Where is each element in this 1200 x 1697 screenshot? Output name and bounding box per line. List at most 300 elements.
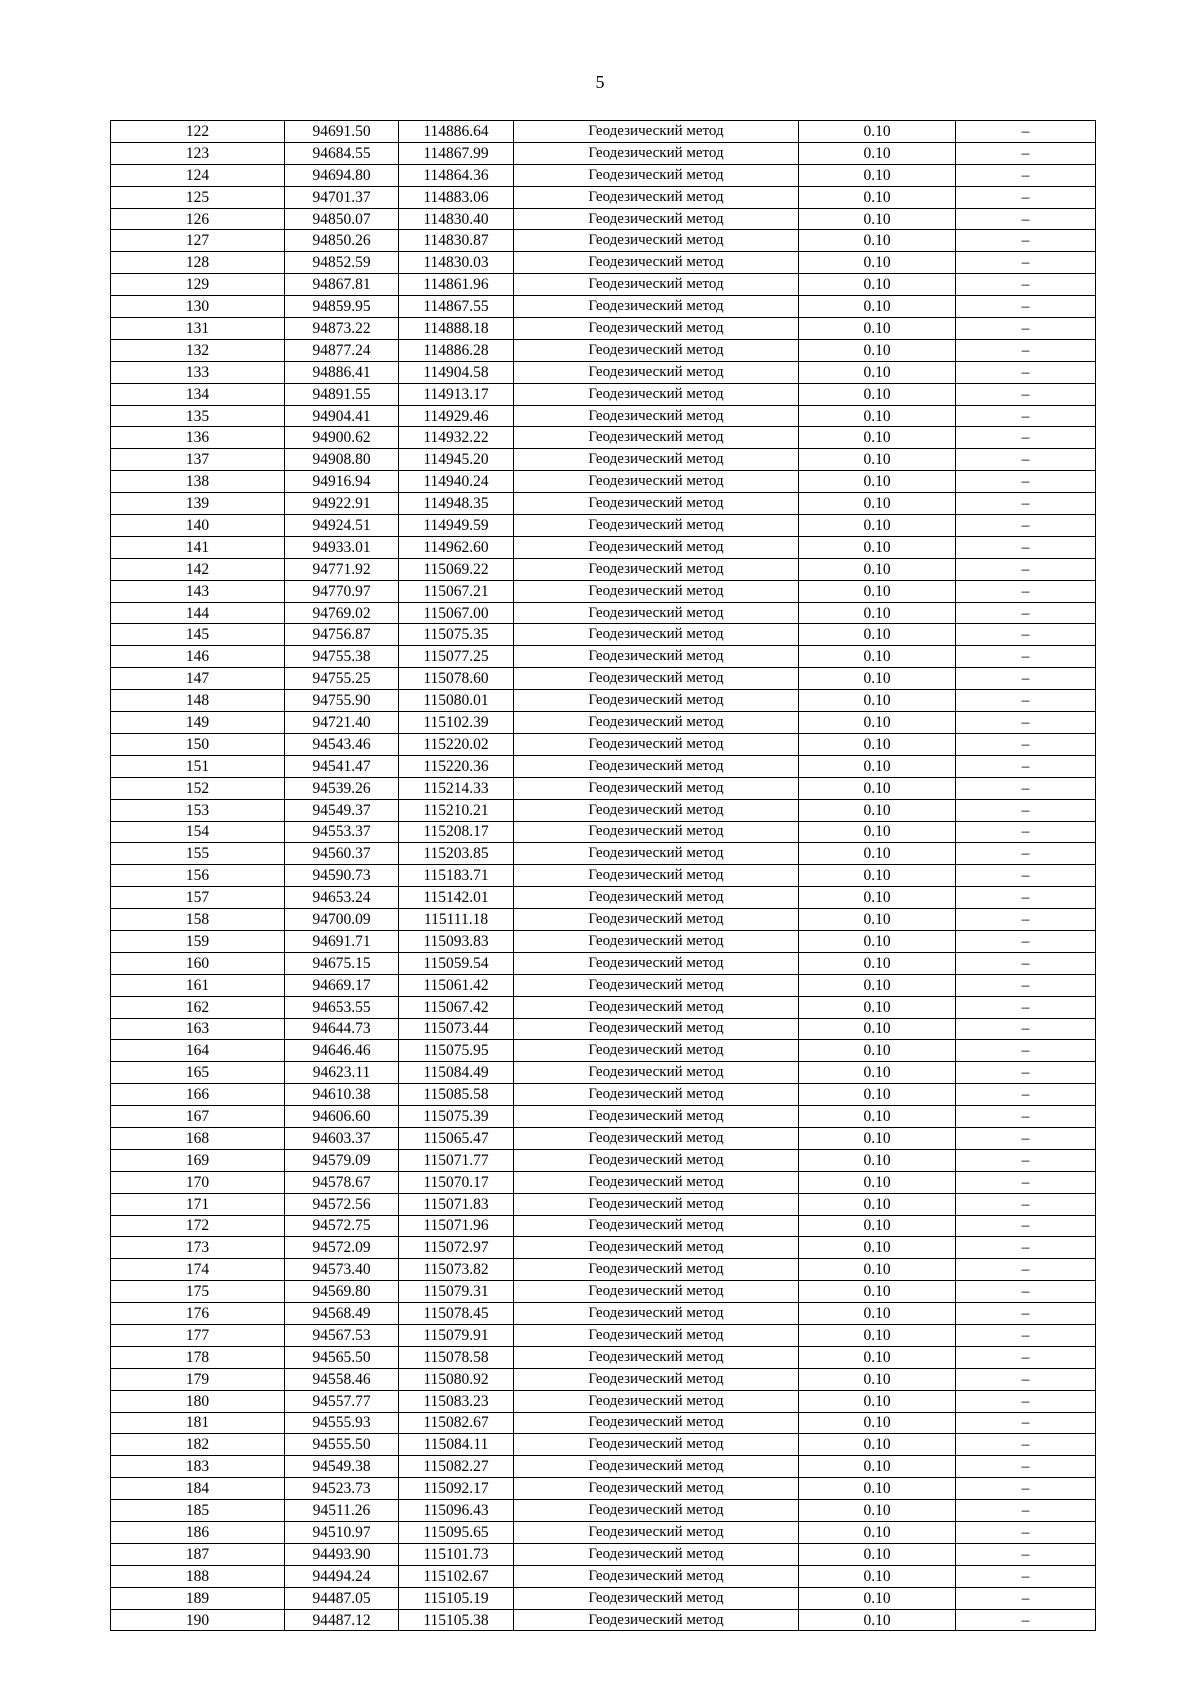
x-coordinate-cell: 94558.46 [285, 1368, 399, 1390]
note-cell: – [956, 799, 1096, 821]
accuracy-cell: 0.10 [799, 602, 956, 624]
point-number-cell: 172 [111, 1215, 285, 1237]
x-coordinate-cell: 94541.47 [285, 755, 399, 777]
point-number-cell: 169 [111, 1149, 285, 1171]
table-row [111, 471, 1096, 493]
x-coordinate-cell: 94560.37 [285, 843, 399, 865]
method-cell: Геодезический метод [514, 1193, 799, 1215]
method-cell: Геодезический метод [514, 690, 799, 712]
method-cell: Геодезический метод [514, 1434, 799, 1456]
point-number-cell: 160 [111, 952, 285, 974]
accuracy-cell: 0.10 [799, 1127, 956, 1149]
accuracy-cell: 0.10 [799, 821, 956, 843]
note-cell: – [956, 252, 1096, 274]
method-cell: Геодезический метод [514, 449, 799, 471]
point-number-cell: 158 [111, 909, 285, 931]
note-cell: – [956, 164, 1096, 186]
note-cell: – [956, 690, 1096, 712]
y-coordinate-cell: 114886.64 [399, 121, 514, 143]
method-cell: Геодезический метод [514, 515, 799, 537]
table-row [111, 930, 1096, 952]
point-number-cell: 186 [111, 1522, 285, 1544]
note-cell: – [956, 1259, 1096, 1281]
method-cell: Геодезический метод [514, 1171, 799, 1193]
accuracy-cell: 0.10 [799, 361, 956, 383]
table-row [111, 536, 1096, 558]
point-number-cell: 130 [111, 296, 285, 318]
x-coordinate-cell: 94653.55 [285, 996, 399, 1018]
x-coordinate-cell: 94701.37 [285, 186, 399, 208]
accuracy-cell: 0.10 [799, 1478, 956, 1500]
x-coordinate-cell: 94578.67 [285, 1171, 399, 1193]
note-cell: – [956, 1215, 1096, 1237]
y-coordinate-cell: 114830.40 [399, 208, 514, 230]
y-coordinate-cell: 115105.19 [399, 1587, 514, 1609]
x-coordinate-cell: 94891.55 [285, 383, 399, 405]
method-cell: Геодезический метод [514, 252, 799, 274]
method-cell: Геодезический метод [514, 996, 799, 1018]
y-coordinate-cell: 115096.43 [399, 1500, 514, 1522]
note-cell: – [956, 1040, 1096, 1062]
point-number-cell: 161 [111, 974, 285, 996]
method-cell: Геодезический метод [514, 1281, 799, 1303]
point-number-cell: 147 [111, 668, 285, 690]
accuracy-cell: 0.10 [799, 1522, 956, 1544]
x-coordinate-cell: 94572.56 [285, 1193, 399, 1215]
point-number-cell: 143 [111, 580, 285, 602]
method-cell: Геодезический метод [514, 121, 799, 143]
accuracy-cell: 0.10 [799, 274, 956, 296]
method-cell: Геодезический метод [514, 296, 799, 318]
coordinates-table-body [111, 121, 1096, 1631]
point-number-cell: 174 [111, 1259, 285, 1281]
table-row [111, 318, 1096, 340]
accuracy-cell: 0.10 [799, 624, 956, 646]
method-cell: Геодезический метод [514, 1215, 799, 1237]
point-number-cell: 179 [111, 1368, 285, 1390]
method-cell: Геодезический метод [514, 208, 799, 230]
note-cell: – [956, 733, 1096, 755]
note-cell: – [956, 405, 1096, 427]
accuracy-cell: 0.10 [799, 1565, 956, 1587]
y-coordinate-cell: 114940.24 [399, 471, 514, 493]
y-coordinate-cell: 115067.00 [399, 602, 514, 624]
note-cell: – [956, 449, 1096, 471]
table-row [111, 1500, 1096, 1522]
method-cell: Геодезический метод [514, 1084, 799, 1106]
table-row [111, 690, 1096, 712]
method-cell: Геодезический метод [514, 733, 799, 755]
table-row [111, 996, 1096, 1018]
y-coordinate-cell: 115072.97 [399, 1237, 514, 1259]
table-row [111, 1281, 1096, 1303]
table-row [111, 668, 1096, 690]
note-cell: – [956, 536, 1096, 558]
note-cell: – [956, 1346, 1096, 1368]
table-row [111, 1368, 1096, 1390]
table-row [111, 580, 1096, 602]
x-coordinate-cell: 94852.59 [285, 252, 399, 274]
x-coordinate-cell: 94721.40 [285, 712, 399, 734]
note-cell: – [956, 1587, 1096, 1609]
table-row [111, 1237, 1096, 1259]
accuracy-cell: 0.10 [799, 996, 956, 1018]
table-row [111, 1127, 1096, 1149]
note-cell: – [956, 230, 1096, 252]
accuracy-cell: 0.10 [799, 799, 956, 821]
note-cell: – [956, 1062, 1096, 1084]
x-coordinate-cell: 94523.73 [285, 1478, 399, 1500]
point-number-cell: 139 [111, 493, 285, 515]
accuracy-cell: 0.10 [799, 296, 956, 318]
y-coordinate-cell: 115067.21 [399, 580, 514, 602]
point-number-cell: 134 [111, 383, 285, 405]
table-row [111, 449, 1096, 471]
x-coordinate-cell: 94933.01 [285, 536, 399, 558]
accuracy-cell: 0.10 [799, 1456, 956, 1478]
x-coordinate-cell: 94916.94 [285, 471, 399, 493]
note-cell: – [956, 1456, 1096, 1478]
y-coordinate-cell: 114861.96 [399, 274, 514, 296]
note-cell: – [956, 1106, 1096, 1128]
note-cell: – [956, 909, 1096, 931]
y-coordinate-cell: 115220.02 [399, 733, 514, 755]
accuracy-cell: 0.10 [799, 1368, 956, 1390]
method-cell: Геодезический метод [514, 1543, 799, 1565]
table-row [111, 1259, 1096, 1281]
accuracy-cell: 0.10 [799, 777, 956, 799]
y-coordinate-cell: 115078.58 [399, 1346, 514, 1368]
method-cell: Геодезический метод [514, 1368, 799, 1390]
x-coordinate-cell: 94549.38 [285, 1456, 399, 1478]
point-number-cell: 146 [111, 646, 285, 668]
point-number-cell: 173 [111, 1237, 285, 1259]
x-coordinate-cell: 94684.55 [285, 142, 399, 164]
y-coordinate-cell: 115075.95 [399, 1040, 514, 1062]
y-coordinate-cell: 114929.46 [399, 405, 514, 427]
y-coordinate-cell: 115065.47 [399, 1127, 514, 1149]
method-cell: Геодезический метод [514, 930, 799, 952]
x-coordinate-cell: 94572.75 [285, 1215, 399, 1237]
point-number-cell: 140 [111, 515, 285, 537]
x-coordinate-cell: 94510.97 [285, 1522, 399, 1544]
y-coordinate-cell: 114888.18 [399, 318, 514, 340]
x-coordinate-cell: 94539.26 [285, 777, 399, 799]
method-cell: Геодезический метод [514, 1259, 799, 1281]
method-cell: Геодезический метод [514, 821, 799, 843]
table-row [111, 1434, 1096, 1456]
point-number-cell: 180 [111, 1390, 285, 1412]
table-row [111, 1478, 1096, 1500]
table-row [111, 296, 1096, 318]
method-cell: Геодезический метод [514, 383, 799, 405]
x-coordinate-cell: 94567.53 [285, 1324, 399, 1346]
point-number-cell: 124 [111, 164, 285, 186]
method-cell: Геодезический метод [514, 558, 799, 580]
note-cell: – [956, 668, 1096, 690]
point-number-cell: 175 [111, 1281, 285, 1303]
x-coordinate-cell: 94850.26 [285, 230, 399, 252]
note-cell: – [956, 1237, 1096, 1259]
note-cell: – [956, 558, 1096, 580]
point-number-cell: 181 [111, 1412, 285, 1434]
y-coordinate-cell: 115084.11 [399, 1434, 514, 1456]
table-row [111, 164, 1096, 186]
note-cell: – [956, 383, 1096, 405]
point-number-cell: 128 [111, 252, 285, 274]
point-number-cell: 141 [111, 536, 285, 558]
accuracy-cell: 0.10 [799, 1259, 956, 1281]
table-row [111, 646, 1096, 668]
method-cell: Геодезический метод [514, 361, 799, 383]
table-row [111, 1215, 1096, 1237]
accuracy-cell: 0.10 [799, 339, 956, 361]
method-cell: Геодезический метод [514, 1456, 799, 1478]
x-coordinate-cell: 94755.90 [285, 690, 399, 712]
accuracy-cell: 0.10 [799, 865, 956, 887]
accuracy-cell: 0.10 [799, 690, 956, 712]
accuracy-cell: 0.10 [799, 383, 956, 405]
accuracy-cell: 0.10 [799, 1324, 956, 1346]
table-row [111, 515, 1096, 537]
y-coordinate-cell: 115214.33 [399, 777, 514, 799]
method-cell: Геодезический метод [514, 1346, 799, 1368]
point-number-cell: 170 [111, 1171, 285, 1193]
x-coordinate-cell: 94565.50 [285, 1346, 399, 1368]
accuracy-cell: 0.10 [799, 712, 956, 734]
x-coordinate-cell: 94543.46 [285, 733, 399, 755]
accuracy-cell: 0.10 [799, 1500, 956, 1522]
table-row [111, 1412, 1096, 1434]
point-number-cell: 144 [111, 602, 285, 624]
y-coordinate-cell: 114886.28 [399, 339, 514, 361]
x-coordinate-cell: 94904.41 [285, 405, 399, 427]
method-cell: Геодезический метод [514, 1127, 799, 1149]
table-row [111, 843, 1096, 865]
method-cell: Геодезический метод [514, 1149, 799, 1171]
x-coordinate-cell: 94569.80 [285, 1281, 399, 1303]
point-number-cell: 149 [111, 712, 285, 734]
page-number: 5 [595, 72, 605, 92]
x-coordinate-cell: 94573.40 [285, 1259, 399, 1281]
y-coordinate-cell: 115067.42 [399, 996, 514, 1018]
note-cell: – [956, 1368, 1096, 1390]
y-coordinate-cell: 115203.85 [399, 843, 514, 865]
method-cell: Геодезический метод [514, 974, 799, 996]
point-number-cell: 187 [111, 1543, 285, 1565]
point-number-cell: 184 [111, 1478, 285, 1500]
method-cell: Геодезический метод [514, 1478, 799, 1500]
method-cell: Геодезический метод [514, 1106, 799, 1128]
accuracy-cell: 0.10 [799, 186, 956, 208]
method-cell: Геодезический метод [514, 712, 799, 734]
accuracy-cell: 0.10 [799, 755, 956, 777]
table-row [111, 1106, 1096, 1128]
y-coordinate-cell: 115102.67 [399, 1565, 514, 1587]
table-row [111, 1084, 1096, 1106]
table-row [111, 755, 1096, 777]
note-cell: – [956, 1171, 1096, 1193]
point-number-cell: 178 [111, 1346, 285, 1368]
point-number-cell: 164 [111, 1040, 285, 1062]
x-coordinate-cell: 94555.50 [285, 1434, 399, 1456]
y-coordinate-cell: 114962.60 [399, 536, 514, 558]
y-coordinate-cell: 115085.58 [399, 1084, 514, 1106]
table-row [111, 1193, 1096, 1215]
point-number-cell: 156 [111, 865, 285, 887]
accuracy-cell: 0.10 [799, 909, 956, 931]
y-coordinate-cell: 114948.35 [399, 493, 514, 515]
table-row [111, 952, 1096, 974]
x-coordinate-cell: 94924.51 [285, 515, 399, 537]
method-cell: Геодезический метод [514, 799, 799, 821]
method-cell: Геодезический метод [514, 471, 799, 493]
y-coordinate-cell: 115059.54 [399, 952, 514, 974]
accuracy-cell: 0.10 [799, 1237, 956, 1259]
accuracy-cell: 0.10 [799, 1171, 956, 1193]
point-number-cell: 137 [111, 449, 285, 471]
note-cell: – [956, 1324, 1096, 1346]
y-coordinate-cell: 114830.03 [399, 252, 514, 274]
table-row [111, 1149, 1096, 1171]
y-coordinate-cell: 114867.55 [399, 296, 514, 318]
point-number-cell: 132 [111, 339, 285, 361]
accuracy-cell: 0.10 [799, 952, 956, 974]
note-cell: – [956, 646, 1096, 668]
accuracy-cell: 0.10 [799, 427, 956, 449]
point-number-cell: 155 [111, 843, 285, 865]
accuracy-cell: 0.10 [799, 1587, 956, 1609]
x-coordinate-cell: 94694.80 [285, 164, 399, 186]
note-cell: – [956, 1193, 1096, 1215]
accuracy-cell: 0.10 [799, 318, 956, 340]
note-cell: – [956, 887, 1096, 909]
point-number-cell: 176 [111, 1303, 285, 1325]
y-coordinate-cell: 115078.60 [399, 668, 514, 690]
method-cell: Геодезический метод [514, 186, 799, 208]
accuracy-cell: 0.10 [799, 668, 956, 690]
point-number-cell: 182 [111, 1434, 285, 1456]
note-cell: – [956, 208, 1096, 230]
y-coordinate-cell: 115092.17 [399, 1478, 514, 1500]
table-row [111, 1543, 1096, 1565]
y-coordinate-cell: 115075.39 [399, 1106, 514, 1128]
point-number-cell: 188 [111, 1565, 285, 1587]
note-cell: – [956, 186, 1096, 208]
y-coordinate-cell: 115073.82 [399, 1259, 514, 1281]
y-coordinate-cell: 115079.91 [399, 1324, 514, 1346]
note-cell: – [956, 515, 1096, 537]
y-coordinate-cell: 114945.20 [399, 449, 514, 471]
point-number-cell: 148 [111, 690, 285, 712]
method-cell: Геодезический метод [514, 536, 799, 558]
x-coordinate-cell: 94675.15 [285, 952, 399, 974]
method-cell: Геодезический метод [514, 865, 799, 887]
note-cell: – [956, 142, 1096, 164]
x-coordinate-cell: 94769.02 [285, 602, 399, 624]
point-number-cell: 151 [111, 755, 285, 777]
x-coordinate-cell: 94669.17 [285, 974, 399, 996]
note-cell: – [956, 974, 1096, 996]
y-coordinate-cell: 115084.49 [399, 1062, 514, 1084]
method-cell: Геодезический метод [514, 1062, 799, 1084]
table-row [111, 121, 1096, 143]
note-cell: – [956, 865, 1096, 887]
accuracy-cell: 0.10 [799, 1084, 956, 1106]
accuracy-cell: 0.10 [799, 1543, 956, 1565]
x-coordinate-cell: 94487.05 [285, 1587, 399, 1609]
point-number-cell: 145 [111, 624, 285, 646]
accuracy-cell: 0.10 [799, 843, 956, 865]
point-number-cell: 126 [111, 208, 285, 230]
point-number-cell: 167 [111, 1106, 285, 1128]
note-cell: – [956, 1434, 1096, 1456]
note-cell: – [956, 843, 1096, 865]
table-row [111, 865, 1096, 887]
method-cell: Геодезический метод [514, 843, 799, 865]
method-cell: Геодезический метод [514, 1324, 799, 1346]
y-coordinate-cell: 114883.06 [399, 186, 514, 208]
table-row [111, 1062, 1096, 1084]
point-number-cell: 131 [111, 318, 285, 340]
accuracy-cell: 0.10 [799, 1390, 956, 1412]
table-row [111, 361, 1096, 383]
method-cell: Геодезический метод [514, 1237, 799, 1259]
y-coordinate-cell: 115083.23 [399, 1390, 514, 1412]
y-coordinate-cell: 114904.58 [399, 361, 514, 383]
accuracy-cell: 0.10 [799, 887, 956, 909]
point-number-cell: 177 [111, 1324, 285, 1346]
x-coordinate-cell: 94700.09 [285, 909, 399, 931]
method-cell: Геодезический метод [514, 668, 799, 690]
x-coordinate-cell: 94900.62 [285, 427, 399, 449]
point-number-cell: 153 [111, 799, 285, 821]
table-row [111, 1018, 1096, 1040]
x-coordinate-cell: 94755.25 [285, 668, 399, 690]
accuracy-cell: 0.10 [799, 121, 956, 143]
accuracy-cell: 0.10 [799, 1149, 956, 1171]
x-coordinate-cell: 94606.60 [285, 1106, 399, 1128]
x-coordinate-cell: 94755.38 [285, 646, 399, 668]
table-row [111, 142, 1096, 164]
method-cell: Геодезический метод [514, 580, 799, 602]
table-row [111, 383, 1096, 405]
y-coordinate-cell: 115082.27 [399, 1456, 514, 1478]
note-cell: – [956, 361, 1096, 383]
x-coordinate-cell: 94553.37 [285, 821, 399, 843]
note-cell: – [956, 777, 1096, 799]
note-cell: – [956, 996, 1096, 1018]
x-coordinate-cell: 94771.92 [285, 558, 399, 580]
method-cell: Геодезический метод [514, 1565, 799, 1587]
x-coordinate-cell: 94557.77 [285, 1390, 399, 1412]
accuracy-cell: 0.10 [799, 142, 956, 164]
method-cell: Геодезический метод [514, 887, 799, 909]
accuracy-cell: 0.10 [799, 449, 956, 471]
note-cell: – [956, 339, 1096, 361]
y-coordinate-cell: 114864.36 [399, 164, 514, 186]
y-coordinate-cell: 115071.83 [399, 1193, 514, 1215]
y-coordinate-cell: 115071.77 [399, 1149, 514, 1171]
table-row [111, 1390, 1096, 1412]
point-number-cell: 127 [111, 230, 285, 252]
y-coordinate-cell: 115080.92 [399, 1368, 514, 1390]
note-cell: – [956, 580, 1096, 602]
table-row [111, 252, 1096, 274]
x-coordinate-cell: 94850.07 [285, 208, 399, 230]
accuracy-cell: 0.10 [799, 646, 956, 668]
table-row [111, 602, 1096, 624]
